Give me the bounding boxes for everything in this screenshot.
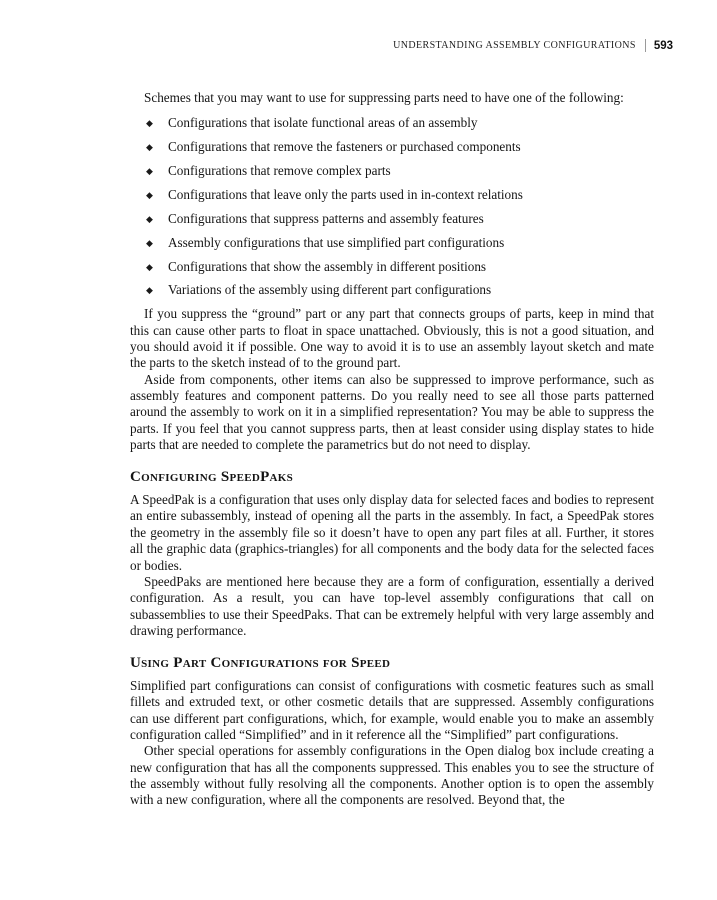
diamond-bullet-icon: ◆ — [146, 213, 153, 224]
diamond-bullet-icon: ◆ — [146, 166, 153, 177]
section-heading-configuring-speedpaks: Configuring SpeedPaks — [130, 469, 294, 486]
speedpak-paragraph-2: SpeedPaks are mentioned here because they are a form of configuration, essentially a derived configuration. As a result, you can have top-level assembly configurations that call on subassemblies to use their SpeedPaks. That can be extremely helpful with very large assembly and drawing performance. — [130, 573, 654, 638]
list-item — [146, 211, 654, 227]
section-heading-part-configurations: Using Part Configurations for Speed — [130, 655, 391, 672]
list-item — [146, 139, 654, 155]
intro-paragraph: Schemes that you may want to use for suppressing parts need to have one of the following: — [144, 90, 624, 105]
ground-part-paragraph: If you suppress the “ground” part or any part that connects groups of parts, keep in mind that this can cause other parts to float in space unattached. Obviously, this is not a good situation, and you should avoid it if possible. One way to avoid it is to use an assembly layout sketch and mate the parts to the sketch instead of to the ground part. — [130, 306, 654, 371]
list-item-text: Variations of the assembly using different part configurations — [168, 282, 492, 298]
diamond-bullet-icon: ◆ — [146, 142, 153, 153]
suppression-schemes-list — [130, 115, 654, 298]
list-item-text: Configurations that isolate functional areas of an assembly — [168, 115, 478, 131]
list-item-text: Configurations that remove the fasteners or purchased components — [168, 139, 521, 155]
list-item — [146, 115, 654, 131]
page-number: 593 — [653, 39, 673, 52]
diamond-bullet-icon: ◆ — [146, 285, 153, 296]
diamond-bullet-icon: ◆ — [146, 237, 153, 248]
speedpak-paragraph-1: A SpeedPak is a configuration that uses only display data for selected faces and bodies to represent an entire subassembly, instead of opening all the parts in the assembly. In fact, a SpeedPak stores the geometry in the assembly file so it doesn’t have to open any part files at all. Further, it stores all the graphic data (graphics-triangles) for all components and the body data for the selected faces or bodies. — [130, 492, 654, 573]
list-item — [146, 259, 654, 275]
list-item — [146, 282, 654, 298]
running-title: UNDERSTANDING ASSEMBLY CONFIGURATIONS — [393, 40, 636, 51]
running-header — [393, 39, 673, 52]
diamond-bullet-icon: ◆ — [146, 261, 153, 272]
page-body — [130, 90, 654, 809]
list-item-text: Configurations that leave only the parts used in in-context relations — [168, 186, 523, 202]
list-item — [146, 235, 654, 251]
list-item-text: Configurations that suppress patterns and assembly features — [168, 210, 484, 226]
list-item-text: Configurations that remove complex parts — [168, 163, 391, 179]
diamond-bullet-icon: ◆ — [146, 189, 153, 200]
part-configs-paragraph-2: Other special operations for assembly configurations in the Open dialog box include creating a new configuration that has all the components suppressed. This enables you to see the structure of the assembly without fully resolving all the components. Another option is to open the assembly with a new configuration, where all the components are resolved. Beyond that, the — [130, 743, 654, 808]
list-item-text: Configurations that show the assembly in different positions — [168, 258, 487, 274]
list-item-text: Assembly configurations that use simplified part configurations — [168, 234, 505, 250]
part-configs-paragraph-1: Simplified part configurations can consist of configurations with cosmetic features such as small fillets and extruded text, or other cosmetic details that are suppressed. Assembly configurations can use different part configurations, which, for example, would enable you to make an assembly configuration called “Simplified” and in it reference all the “Simplified” part configurations. — [130, 677, 654, 742]
header-separator — [645, 39, 646, 52]
list-item — [146, 163, 654, 179]
diamond-bullet-icon: ◆ — [146, 118, 153, 129]
list-item — [146, 187, 654, 203]
aside-components-paragraph: Aside from components, other items can also be suppressed to improve performance, such as assembly features and component patterns. Do you really need to see all those parts patterned around the assembly to work on it in a simplified representation? You may be able to suppress the parts. If you feel that you cannot suppress parts, then at least consider using display states to hide parts that are needed to complete the parametrics but do not need to display. — [130, 371, 654, 453]
